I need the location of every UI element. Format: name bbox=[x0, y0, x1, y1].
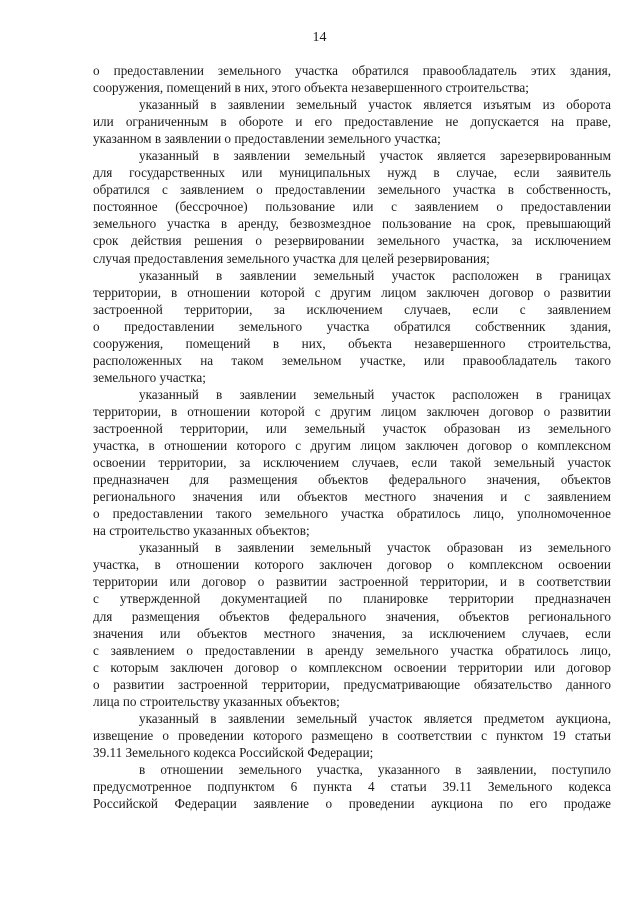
text-line: о предоставлении земельного участка обратился правообладатель этих здания, bbox=[93, 63, 611, 78]
text-line: о предоставлении такого земельного участка обратилось лицо, уполномоченное bbox=[93, 506, 611, 522]
text-line: земельного участка; bbox=[93, 369, 206, 385]
text-line: территории, в отношении которой с другим лицом заключен договор о развитии bbox=[93, 284, 611, 300]
paragraph-first-line: указанный в заявлении земельный участок расположен в границах bbox=[139, 386, 611, 402]
text-line: участка, в отношении которого с другим лицом заключен договор о комплексном bbox=[93, 438, 611, 454]
text-line: о предоставлении земельного участка обратился собственник здания, bbox=[93, 318, 611, 334]
text-line: постоянное (бессрочное) пользование или с заявлением о предоставлении bbox=[93, 199, 611, 215]
text-line: предусмотренное подпунктом 6 пункта 4 статьи 39.11 Земельного кодекса bbox=[93, 778, 611, 794]
text-line: предназначен для размещения объектов федерального значения, объектов bbox=[93, 472, 611, 488]
paragraph-first-line: указанный в заявлении земельный участок образован из земельного bbox=[139, 540, 611, 556]
page-number: 14 bbox=[312, 30, 327, 45]
text-line: регионального значения или объектов местного значения и с заявлением bbox=[93, 489, 611, 505]
paragraph-first-line: указанный в заявлении земельный участок расположен в границах bbox=[139, 267, 611, 283]
text-line: на строительство указанных объектов; bbox=[93, 523, 310, 539]
paragraph-first-line: указанный в заявлении земельный участок является предметом аукциона, bbox=[139, 710, 611, 726]
text-line: с которым заключен договор о комплексном освоении территории или договор bbox=[93, 659, 611, 675]
text-line: с утвержденной документацией по планировке территории предназначен bbox=[93, 591, 611, 607]
text-line: 39.11 Земельного кодекса Российской Федерации; bbox=[93, 744, 374, 760]
paragraph-first-line: указанный в заявлении земельный участок является зарезервированным bbox=[139, 148, 611, 164]
text-line: земельного участка в аренду, безвозмездное пользование на срок, превышающий bbox=[93, 216, 611, 232]
text-line: участка, в отношении которого заключен договор о комплексном освоении bbox=[93, 557, 611, 573]
body-text bbox=[93, 62, 611, 812]
text-line: для размещения объектов федерального значения, объектов регионального bbox=[93, 608, 611, 624]
text-line: расположенных на таком земельном участке, или правообладатель такого bbox=[93, 352, 611, 368]
text-line: застроенной территории, или земельный участок образован из земельного bbox=[93, 420, 611, 436]
text-line: о развитии застроенной территории, предусматривающие обязательство данного bbox=[93, 676, 611, 692]
text-line: обратился с заявлением о предоставлении земельного участка в собственность, bbox=[93, 182, 611, 198]
text-line: сооружения, помещений в них, этого объекта незавершенного строительства; bbox=[93, 80, 529, 96]
text-line: случая предоставления земельного участка для целей резервирования; bbox=[93, 250, 490, 266]
text-line: значения или объектов местного значения, за исключением случаев, если bbox=[93, 625, 611, 641]
text-line: для государственных или муниципальных нужд в случае, если заявитель bbox=[93, 165, 611, 181]
paragraph-first-line: в отношении земельного участка, указанного в заявлении, поступило bbox=[139, 761, 611, 777]
text-line: указанном в заявлении о предоставлении земельного участка; bbox=[93, 131, 441, 147]
text-line: лица по строительству указанных объектов; bbox=[93, 693, 340, 709]
text-line: срок действия решения о резервировании земельного участка, за исключением bbox=[93, 233, 611, 249]
text-line: застроенной территории, за исключением случаев, если с заявлением bbox=[93, 301, 611, 317]
text-line: территории, в отношении которой с другим лицом заключен договор о развитии bbox=[93, 403, 611, 419]
text-line: территории или договор о развитии застроенной территории, и в соответствии bbox=[93, 574, 611, 590]
paragraph-first-line: указанный в заявлении земельный участок является изъятым из оборота bbox=[139, 97, 611, 113]
text-line: извещение о проведении которого размещено в соответствии с пунктом 19 статьи bbox=[93, 727, 611, 743]
text-line: или ограниченным в обороте и его предоставление не допускается на праве, bbox=[93, 114, 611, 130]
text-line: сооружения, помещений в них, объекта незавершенного строительства, bbox=[93, 335, 611, 351]
text-line: Российской Федерации заявление о проведении аукциона по его продаже bbox=[93, 796, 611, 812]
text-line: с заявлением о предоставлении в аренду земельного участка обратилось лицо, bbox=[93, 642, 611, 658]
text-line: освоении территории, за исключением случаев, если такой земельный участок bbox=[93, 455, 611, 471]
